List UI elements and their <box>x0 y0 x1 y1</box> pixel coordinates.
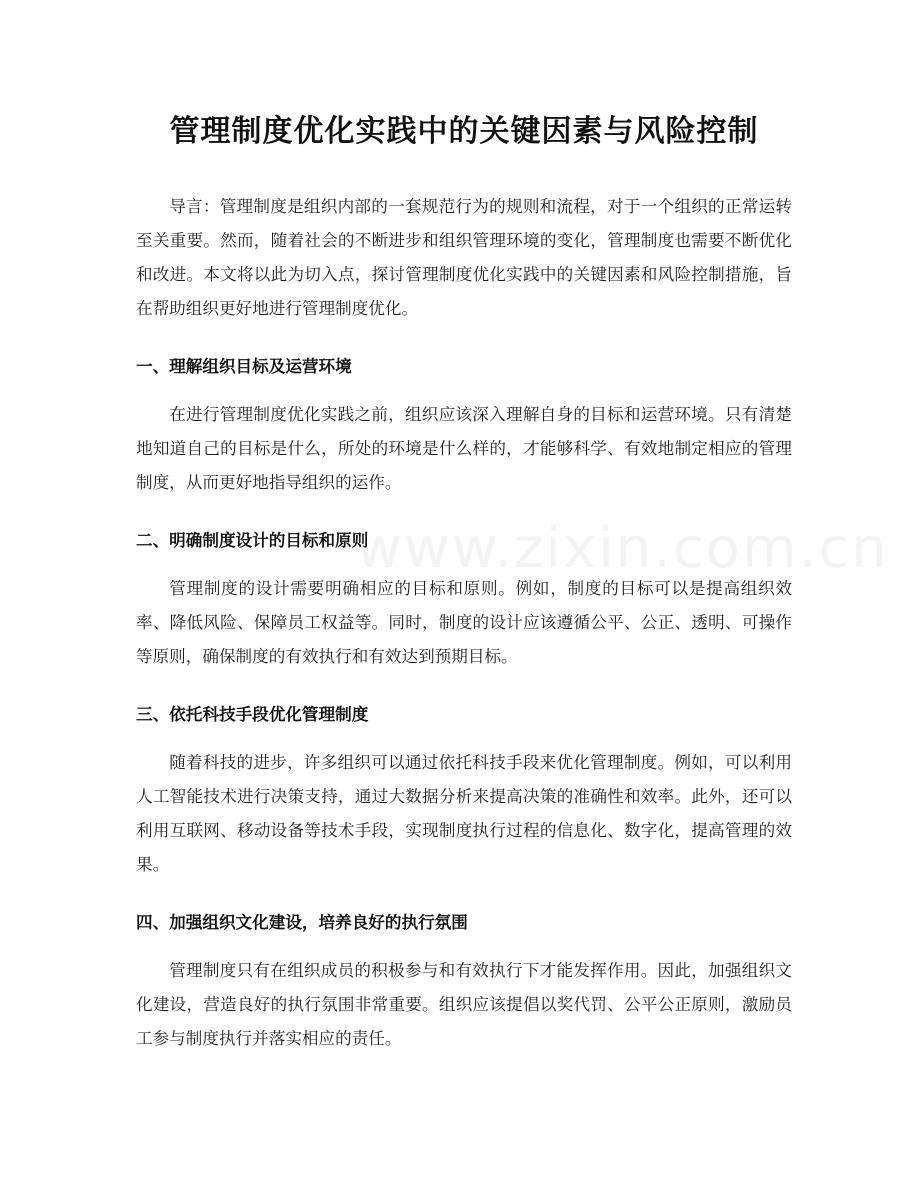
section-2-body: 管理制度的设计需要明确相应的目标和原则。例如，制度的目标可以是提高组织效率、降低风险、保障员工权益等。同时，制度的设计应该遵循公平、公正、透明、可操作等原则，确保制度的有效执行和有效达到预期目标。 <box>136 579 792 666</box>
section-3-body: 随着科技的进步，许多组织可以通过依托科技手段来优化管理制度。例如，可以利用人工智能技术进行决策支持，通过大数据分析来提高决策的准确性和效率。此外，还可以利用互联网、移动设备等技术手段，实现制度执行过程的信息化、数字化，提高管理的效果。 <box>136 753 792 874</box>
watermark: www.zixin.com.cn <box>356 516 889 581</box>
section-4-body: 管理制度只有在组织成员的积极参与和有效执行下才能发挥作用。因此，加强组织文化建设，营造良好的执行氛围非常重要。组织应该提倡以奖代罚、公平公正原则，激励员工参与制度执行并落实相应的责任。 <box>136 961 792 1048</box>
intro-paragraph: 导言：管理制度是组织内部的一套规范行为的规则和流程，对于一个组织的正常运转至关重要。然而，随着社会的不断进步和组织管理环境的变化，管理制度也需要不断优化和改进。本文将以此为切入点，探讨管理制度优化实践中的关键因素和风险控制措施，旨在帮助组织更好地进行管理制度优化。 <box>136 197 792 318</box>
document-title: 管理制度优化实践中的关键因素与风险控制 <box>169 114 759 149</box>
section-3-heading: 三、依托科技手段优化管理制度 <box>136 705 369 724</box>
section-1-heading: 一、理解组织目标及运营环境 <box>136 357 352 376</box>
section-1-body: 在进行管理制度优化实践之前，组织应该深入理解自身的目标和运营环境。只有清楚地知道自己的目标是什么，所处的环境是什么样的，才能够科学、有效地制定相应的管理制度，从而更好地指导组织的运作。 <box>136 405 792 492</box>
section-2-heading: 二、明确制度设计的目标和原则 <box>136 531 369 550</box>
section-4-heading: 四、加强组织文化建设，培养良好的执行氛围 <box>136 913 468 932</box>
